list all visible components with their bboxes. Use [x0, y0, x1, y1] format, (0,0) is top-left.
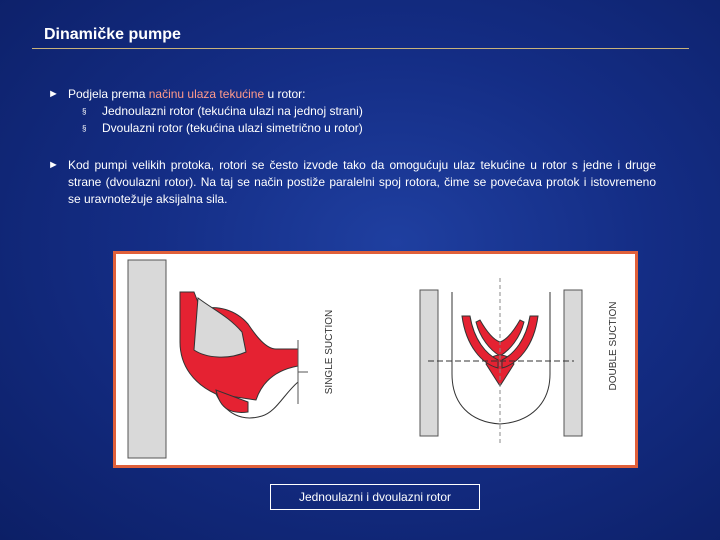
figure-caption: Jednoulazni i dvoulazni rotor [270, 484, 480, 510]
sub-item-text: Dvoulazni rotor (tekućina ulazi simetrično u rotor) [102, 121, 363, 135]
casing-right-double [564, 290, 582, 436]
rotor-diagram [116, 254, 635, 465]
casing-left [128, 260, 166, 458]
sub-item [48, 103, 688, 120]
bullet-item [48, 86, 688, 103]
arrow-bullet-icon: ► [48, 159, 59, 171]
single-rotor-inner [194, 298, 246, 357]
sub-item-text: Jednoulazni rotor (tekućina ulazi na jednoj strani) [102, 104, 363, 118]
bullet-list-1 [48, 86, 688, 137]
title-divider [32, 48, 689, 49]
sub-item [48, 120, 688, 137]
casing-left-double [420, 290, 438, 436]
bullet-text-start: Podjela prema [68, 87, 149, 101]
rotor-figure [113, 251, 638, 468]
bullet-text-end: u rotor: [264, 87, 306, 101]
square-bullet-icon: § [82, 124, 87, 133]
label-double-suction: DOUBLE SUCTION [608, 301, 619, 391]
bullet-item [48, 157, 656, 208]
bullet-list-2 [48, 157, 656, 208]
bullet-text-highlight: načinu ulaza tekućine [148, 87, 265, 101]
square-bullet-icon: § [82, 107, 87, 116]
single-suction-rotor [128, 260, 308, 458]
label-single-suction: SINGLE SUCTION [324, 309, 335, 395]
bullet-text [68, 86, 306, 103]
double-suction-rotor [420, 278, 582, 444]
arrow-bullet-icon: ► [48, 88, 59, 100]
page-title: Dinamičke pumpe [44, 26, 181, 43]
bullet-paragraph: Kod pumpi velikih protoka, rotori se često izvode tako da omogućuju ulaz tekućine u rotor s jedne i druge strane (dvoulazni rotor). Na taj se način postiže paralelni spoj rotora, čime se povećava protok i istovremeno se uravnotežuje aksijalna sila. [68, 158, 656, 206]
